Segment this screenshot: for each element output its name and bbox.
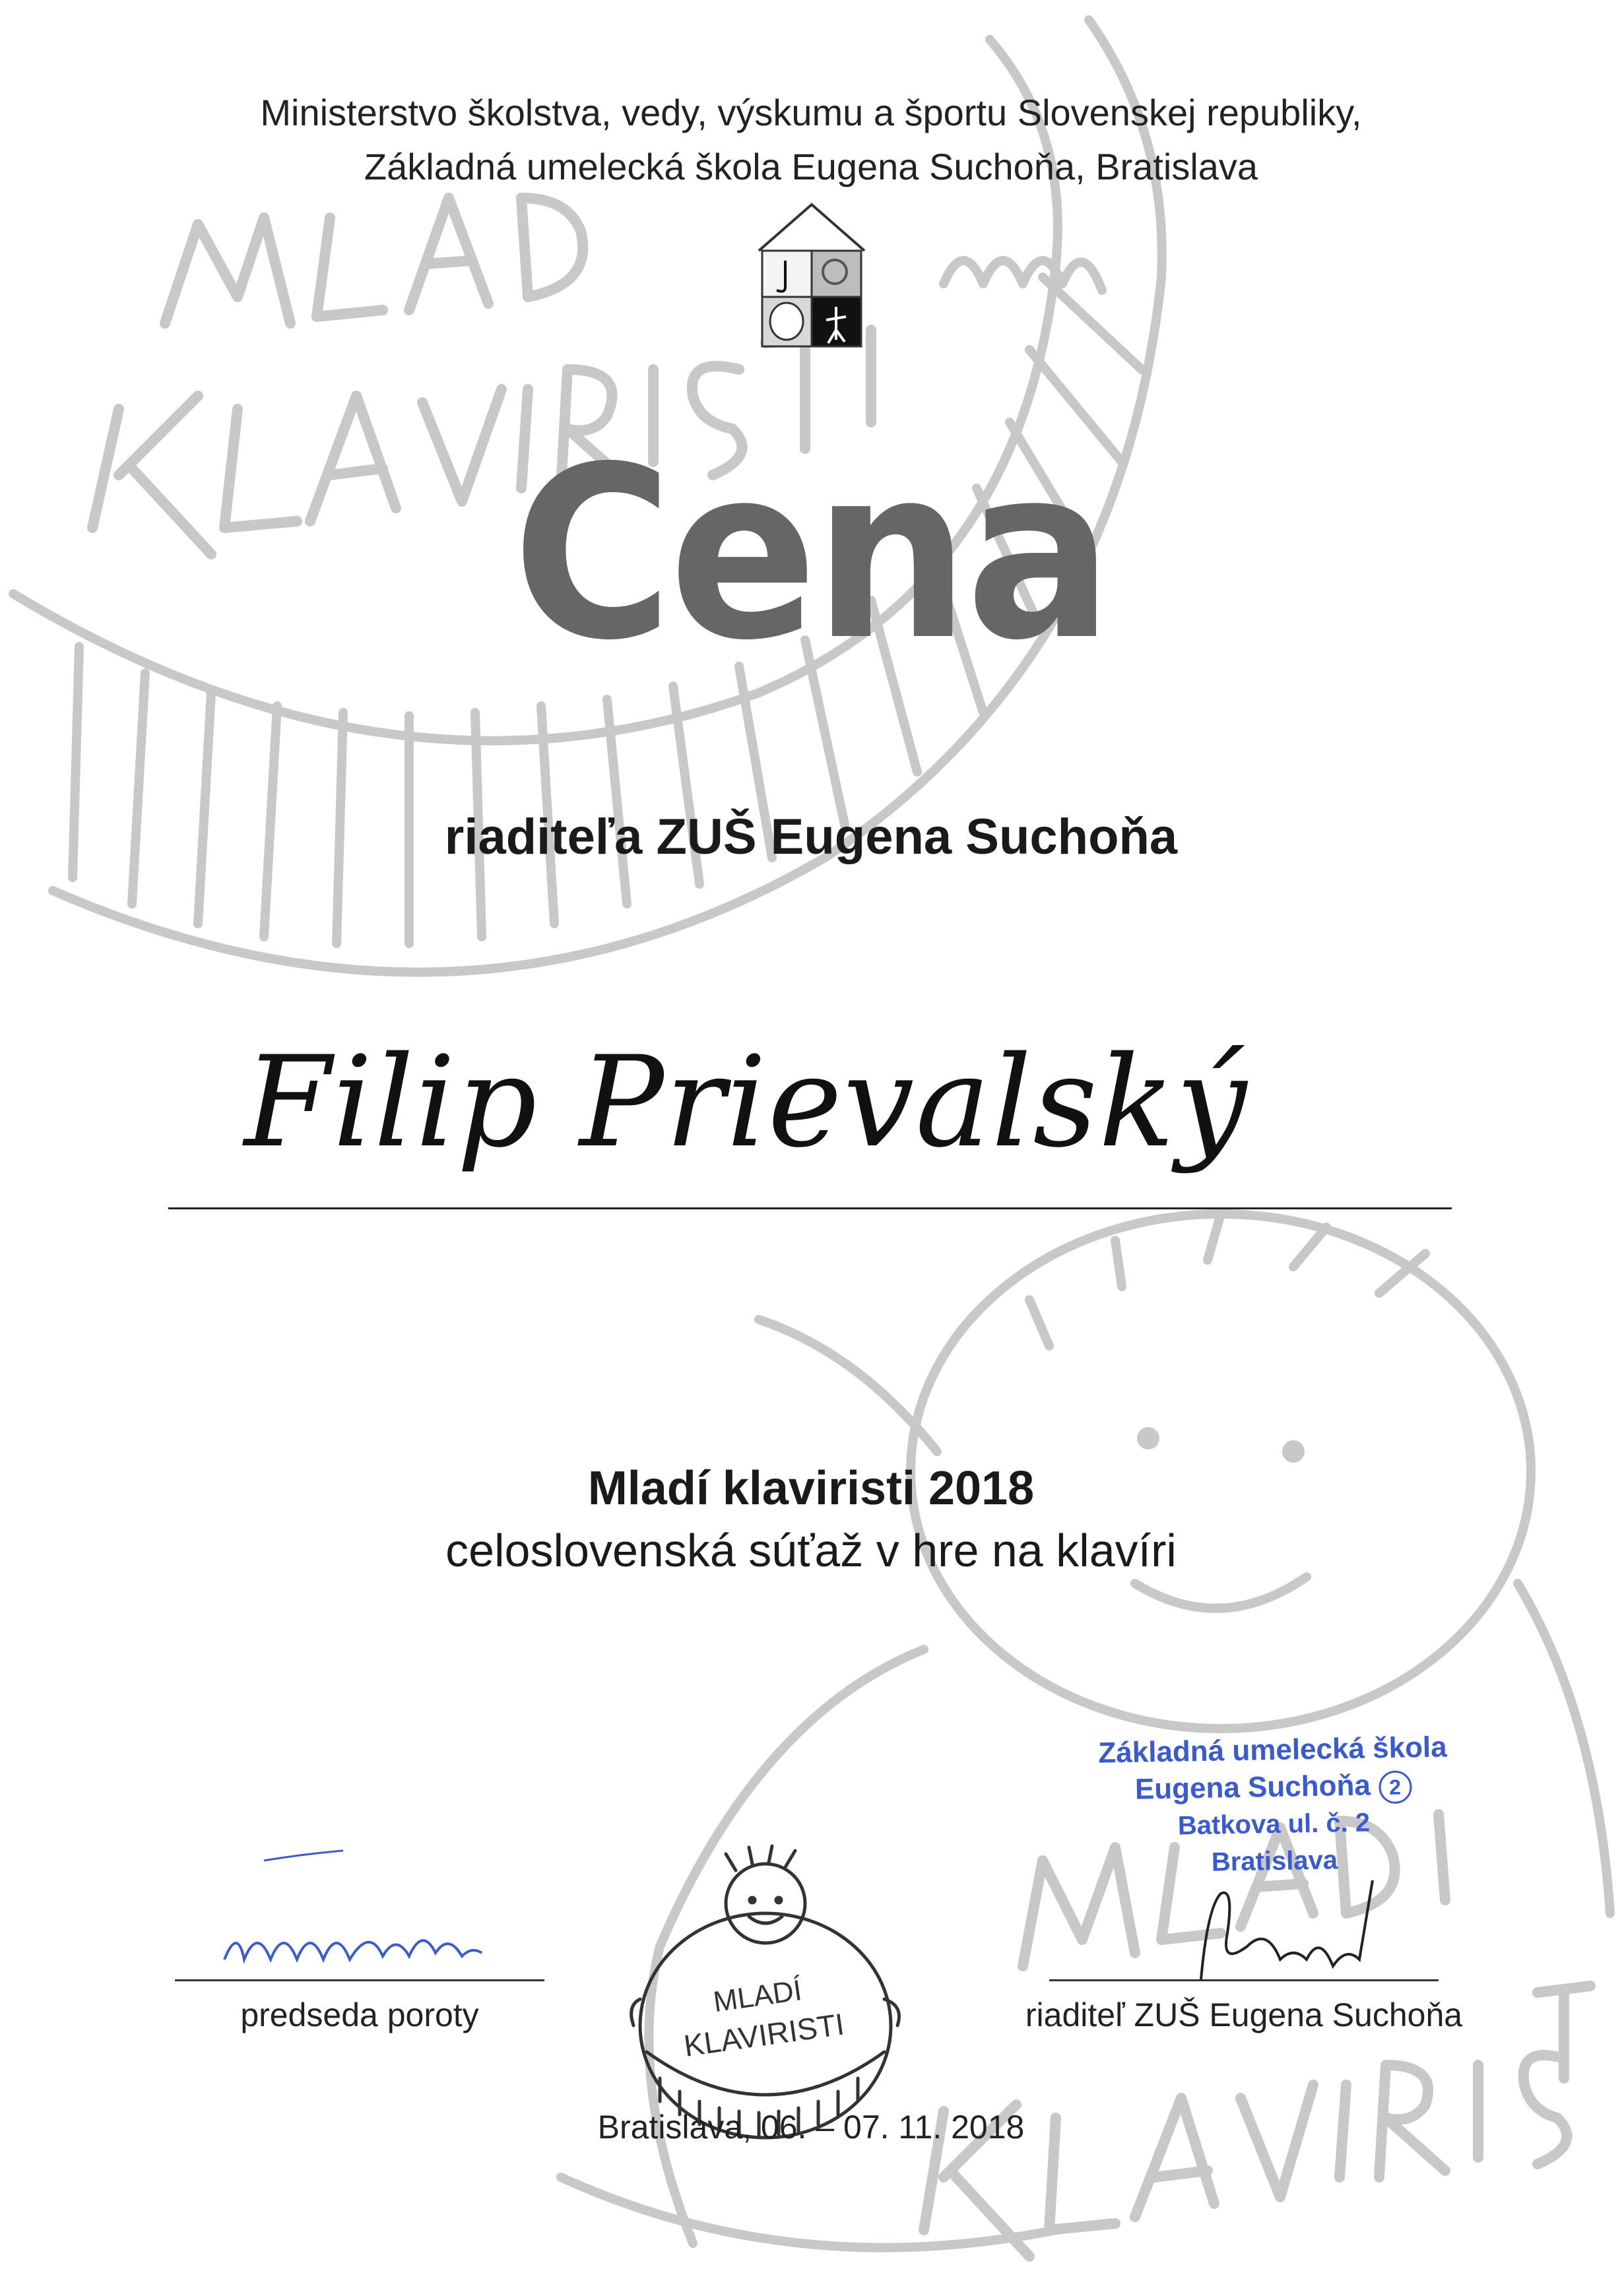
recipient-underline: [168, 1207, 1452, 1209]
emblem-text-bottom: KLAVIRISTI: [682, 2006, 847, 2063]
stamp-number: 2: [1379, 1770, 1412, 1804]
school-line: Základná umelecká škola Eugena Suchoňa, Bratislava: [364, 146, 1258, 187]
place-and-date: Bratislava, 06. – 07. 11. 2018: [597, 2109, 1025, 2146]
recipient-name: Filip Prievalský: [244, 1029, 1249, 1175]
school-stamp: [1068, 1729, 1479, 1884]
stamp-line-3: Batkova ul. č. 2: [1177, 1808, 1371, 1841]
ministry-line: Ministerstvo školstva, vedy, výskumu a športu Slovenskej republiky,: [260, 92, 1362, 133]
award-subtitle: riaditeľa ZUŠ Eugena Suchoňa: [444, 809, 1178, 865]
jury-chair-signature: [211, 1847, 554, 1993]
left-signature-line: [175, 1979, 544, 1981]
right-signature-line: [1049, 1979, 1439, 1981]
jury-chair-label: predseda poroty: [240, 1996, 479, 2033]
stamp-line-1: Základná umelecká škola: [1097, 1731, 1448, 1770]
competition-emblem: [620, 1841, 911, 2144]
event-title: Mladí klaviristi 2018: [587, 1462, 1035, 1515]
stamp-line-4: Bratislava: [1211, 1845, 1338, 1877]
stamp-school-name: Eugena Suchoňa: [1134, 1769, 1371, 1806]
event-description: celoslovenská súťaž v hre na klavíri: [445, 1525, 1177, 1576]
award-title: Cena: [512, 416, 1110, 692]
ministry-header: [0, 86, 1622, 194]
emblem-text-top: MLADÍ: [711, 1974, 804, 2019]
director-label: riaditeľ ZUŠ Eugena Suchoňa: [1025, 1996, 1463, 2033]
school-logo-icon: [756, 198, 868, 350]
